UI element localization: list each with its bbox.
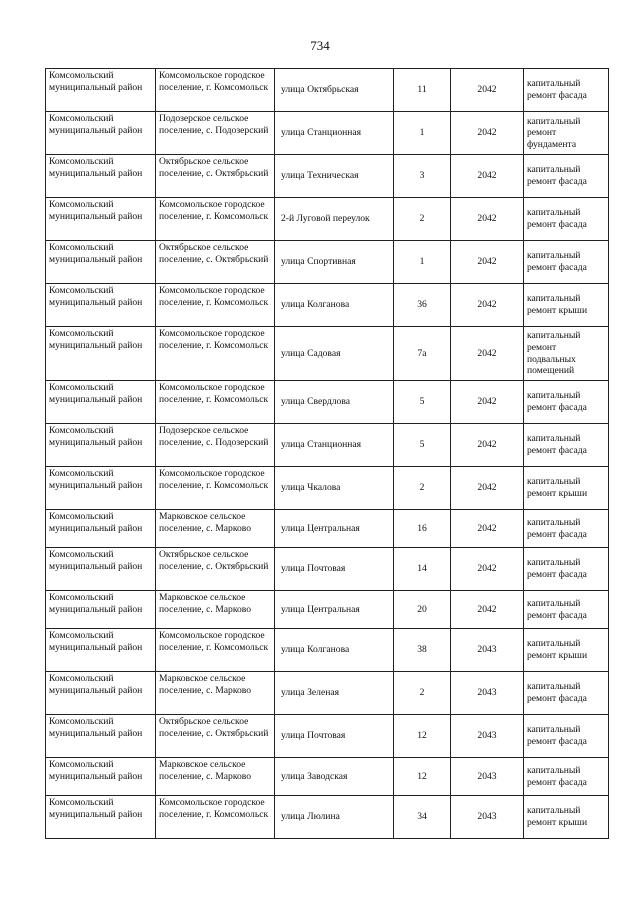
settlement-cell: Комсомольское городское поселение, г. Комсомольск bbox=[156, 796, 275, 839]
district-cell: Комсомольский муниципальный район bbox=[46, 715, 156, 758]
settlement-cell: Октябрьское сельское поселение, с. Октябрьский bbox=[156, 155, 275, 198]
district-cell: Комсомольский муниципальный район bbox=[46, 241, 156, 284]
table-row bbox=[46, 241, 609, 284]
work-type-cell: капитальный ремонт фасада bbox=[524, 155, 609, 198]
house-number-cell: 2 bbox=[394, 672, 451, 715]
district-cell: Комсомольский муниципальный район bbox=[46, 510, 156, 548]
year-cell: 2042 bbox=[451, 155, 524, 198]
work-type-cell: капитальный ремонт фасада bbox=[524, 672, 609, 715]
street-cell: улица Люлина bbox=[275, 796, 394, 839]
district-cell: Комсомольский муниципальный район bbox=[46, 758, 156, 796]
year-cell: 2042 bbox=[451, 112, 524, 155]
settlement-cell: Марковское сельское поселение, с. Марково bbox=[156, 591, 275, 629]
street-cell: улица Станционная bbox=[275, 424, 394, 467]
district-cell: Комсомольский муниципальный район bbox=[46, 424, 156, 467]
work-type-cell: капитальный ремонт фасада bbox=[524, 715, 609, 758]
street-cell: улица Почтовая bbox=[275, 715, 394, 758]
year-cell: 2042 bbox=[451, 381, 524, 424]
street-cell: улица Спортивная bbox=[275, 241, 394, 284]
house-number-cell: 36 bbox=[394, 284, 451, 327]
house-number-cell: 1 bbox=[394, 241, 451, 284]
street-cell: улица Свердлова bbox=[275, 381, 394, 424]
work-type-cell: капитальный ремонт крыши bbox=[524, 629, 609, 672]
work-type-cell: капитальный ремонт фундамента bbox=[524, 112, 609, 155]
table-row bbox=[46, 548, 609, 591]
work-type-cell: капитальный ремонт фасада bbox=[524, 198, 609, 241]
house-number-cell: 14 bbox=[394, 548, 451, 591]
house-number-cell: 11 bbox=[394, 69, 451, 112]
district-cell: Комсомольский муниципальный район bbox=[46, 112, 156, 155]
house-number-cell: 2 bbox=[394, 467, 451, 510]
table-row bbox=[46, 69, 609, 112]
settlement-cell: Комсомольское городское поселение, г. Комсомольск bbox=[156, 629, 275, 672]
year-cell: 2042 bbox=[451, 591, 524, 629]
table-row bbox=[46, 112, 609, 155]
house-number-cell: 20 bbox=[394, 591, 451, 629]
table-row bbox=[46, 758, 609, 796]
table-row bbox=[46, 284, 609, 327]
settlement-cell: Комсомольское городское поселение, г. Комсомольск bbox=[156, 467, 275, 510]
repair-schedule-table bbox=[45, 68, 609, 839]
table-row bbox=[46, 155, 609, 198]
settlement-cell: Подозерское сельское поселение, с. Подозерский bbox=[156, 112, 275, 155]
house-number-cell: 7а bbox=[394, 327, 451, 381]
house-number-cell: 1 bbox=[394, 112, 451, 155]
street-cell: улица Колганова bbox=[275, 284, 394, 327]
settlement-cell: Комсомольское городское поселение, г. Комсомольск bbox=[156, 198, 275, 241]
settlement-cell: Комсомольское городское поселение, г. Комсомольск bbox=[156, 381, 275, 424]
settlement-cell: Марковское сельское поселение, с. Марково bbox=[156, 758, 275, 796]
table-row bbox=[46, 381, 609, 424]
street-cell: улица Зеленая bbox=[275, 672, 394, 715]
house-number-cell: 2 bbox=[394, 198, 451, 241]
district-cell: Комсомольский муниципальный район bbox=[46, 548, 156, 591]
street-cell: улица Почтовая bbox=[275, 548, 394, 591]
street-cell: улица Техническая bbox=[275, 155, 394, 198]
settlement-cell: Октябрьское сельское поселение, с. Октябрьский bbox=[156, 715, 275, 758]
house-number-cell: 12 bbox=[394, 758, 451, 796]
work-type-cell: капитальный ремонт фасада bbox=[524, 424, 609, 467]
street-cell: улица Заводская bbox=[275, 758, 394, 796]
street-cell: улица Центральная bbox=[275, 591, 394, 629]
street-cell: улица Октябрьская bbox=[275, 69, 394, 112]
table-row bbox=[46, 327, 609, 381]
settlement-cell: Октябрьское сельское поселение, с. Октябрьский bbox=[156, 548, 275, 591]
district-cell: Комсомольский муниципальный район bbox=[46, 672, 156, 715]
district-cell: Комсомольский муниципальный район bbox=[46, 591, 156, 629]
district-cell: Комсомольский муниципальный район bbox=[46, 198, 156, 241]
year-cell: 2043 bbox=[451, 715, 524, 758]
settlement-cell: Марковское сельское поселение, с. Марково bbox=[156, 510, 275, 548]
year-cell: 2042 bbox=[451, 548, 524, 591]
settlement-cell: Подозерское сельское поселение, с. Подозерский bbox=[156, 424, 275, 467]
work-type-cell: капитальный ремонт фасада bbox=[524, 381, 609, 424]
house-number-cell: 5 bbox=[394, 381, 451, 424]
year-cell: 2043 bbox=[451, 758, 524, 796]
street-cell: 2-й Луговой переулок bbox=[275, 198, 394, 241]
year-cell: 2043 bbox=[451, 796, 524, 839]
table-row bbox=[46, 467, 609, 510]
work-type-cell: капитальный ремонт фасада bbox=[524, 758, 609, 796]
work-type-cell: капитальный ремонт фасада bbox=[524, 69, 609, 112]
table-row bbox=[46, 715, 609, 758]
work-type-cell: капитальный ремонт фасада bbox=[524, 241, 609, 284]
year-cell: 2042 bbox=[451, 241, 524, 284]
work-type-cell: капитальный ремонт фасада bbox=[524, 591, 609, 629]
year-cell: 2042 bbox=[451, 198, 524, 241]
year-cell: 2043 bbox=[451, 672, 524, 715]
house-number-cell: 3 bbox=[394, 155, 451, 198]
table-row bbox=[46, 629, 609, 672]
settlement-cell: Марковское сельское поселение, с. Марково bbox=[156, 672, 275, 715]
settlement-cell: Комсомольское городское поселение, г. Комсомольск bbox=[156, 327, 275, 381]
work-type-cell: капитальный ремонт фасада bbox=[524, 548, 609, 591]
work-type-cell: капитальный ремонт крыши bbox=[524, 284, 609, 327]
house-number-cell: 16 bbox=[394, 510, 451, 548]
street-cell: улица Центральная bbox=[275, 510, 394, 548]
year-cell: 2042 bbox=[451, 424, 524, 467]
page-number: 734 bbox=[310, 38, 330, 53]
district-cell: Комсомольский муниципальный район bbox=[46, 381, 156, 424]
house-number-cell: 34 bbox=[394, 796, 451, 839]
district-cell: Комсомольский муниципальный район bbox=[46, 467, 156, 510]
house-number-cell: 38 bbox=[394, 629, 451, 672]
table-row bbox=[46, 591, 609, 629]
district-cell: Комсомольский муниципальный район bbox=[46, 284, 156, 327]
work-type-cell: капитальный ремонт фасада bbox=[524, 510, 609, 548]
settlement-cell: Комсомольское городское поселение, г. Комсомольск bbox=[156, 69, 275, 112]
work-type-cell: капитальный ремонт крыши bbox=[524, 796, 609, 839]
work-type-cell: капитальный ремонт крыши bbox=[524, 467, 609, 510]
house-number-cell: 12 bbox=[394, 715, 451, 758]
table-row bbox=[46, 672, 609, 715]
district-cell: Комсомольский муниципальный район bbox=[46, 629, 156, 672]
table-row bbox=[46, 424, 609, 467]
street-cell: улица Станционная bbox=[275, 112, 394, 155]
work-type-cell: капитальный ремонт подвальных помещений bbox=[524, 327, 609, 381]
year-cell: 2043 bbox=[451, 629, 524, 672]
settlement-cell: Комсомольское городское поселение, г. Комсомольск bbox=[156, 284, 275, 327]
district-cell: Комсомольский муниципальный район bbox=[46, 155, 156, 198]
year-cell: 2042 bbox=[451, 69, 524, 112]
table-row bbox=[46, 510, 609, 548]
street-cell: улица Чкалова bbox=[275, 467, 394, 510]
table-row bbox=[46, 198, 609, 241]
year-cell: 2042 bbox=[451, 510, 524, 548]
district-cell: Комсомольский муниципальный район bbox=[46, 327, 156, 381]
table-row bbox=[46, 796, 609, 839]
district-cell: Комсомольский муниципальный район bbox=[46, 796, 156, 839]
district-cell: Комсомольский муниципальный район bbox=[46, 69, 156, 112]
year-cell: 2042 bbox=[451, 284, 524, 327]
street-cell: улица Колганова bbox=[275, 629, 394, 672]
year-cell: 2042 bbox=[451, 467, 524, 510]
settlement-cell: Октябрьское сельское поселение, с. Октябрьский bbox=[156, 241, 275, 284]
year-cell: 2042 bbox=[451, 327, 524, 381]
house-number-cell: 5 bbox=[394, 424, 451, 467]
street-cell: улица Садовая bbox=[275, 327, 394, 381]
